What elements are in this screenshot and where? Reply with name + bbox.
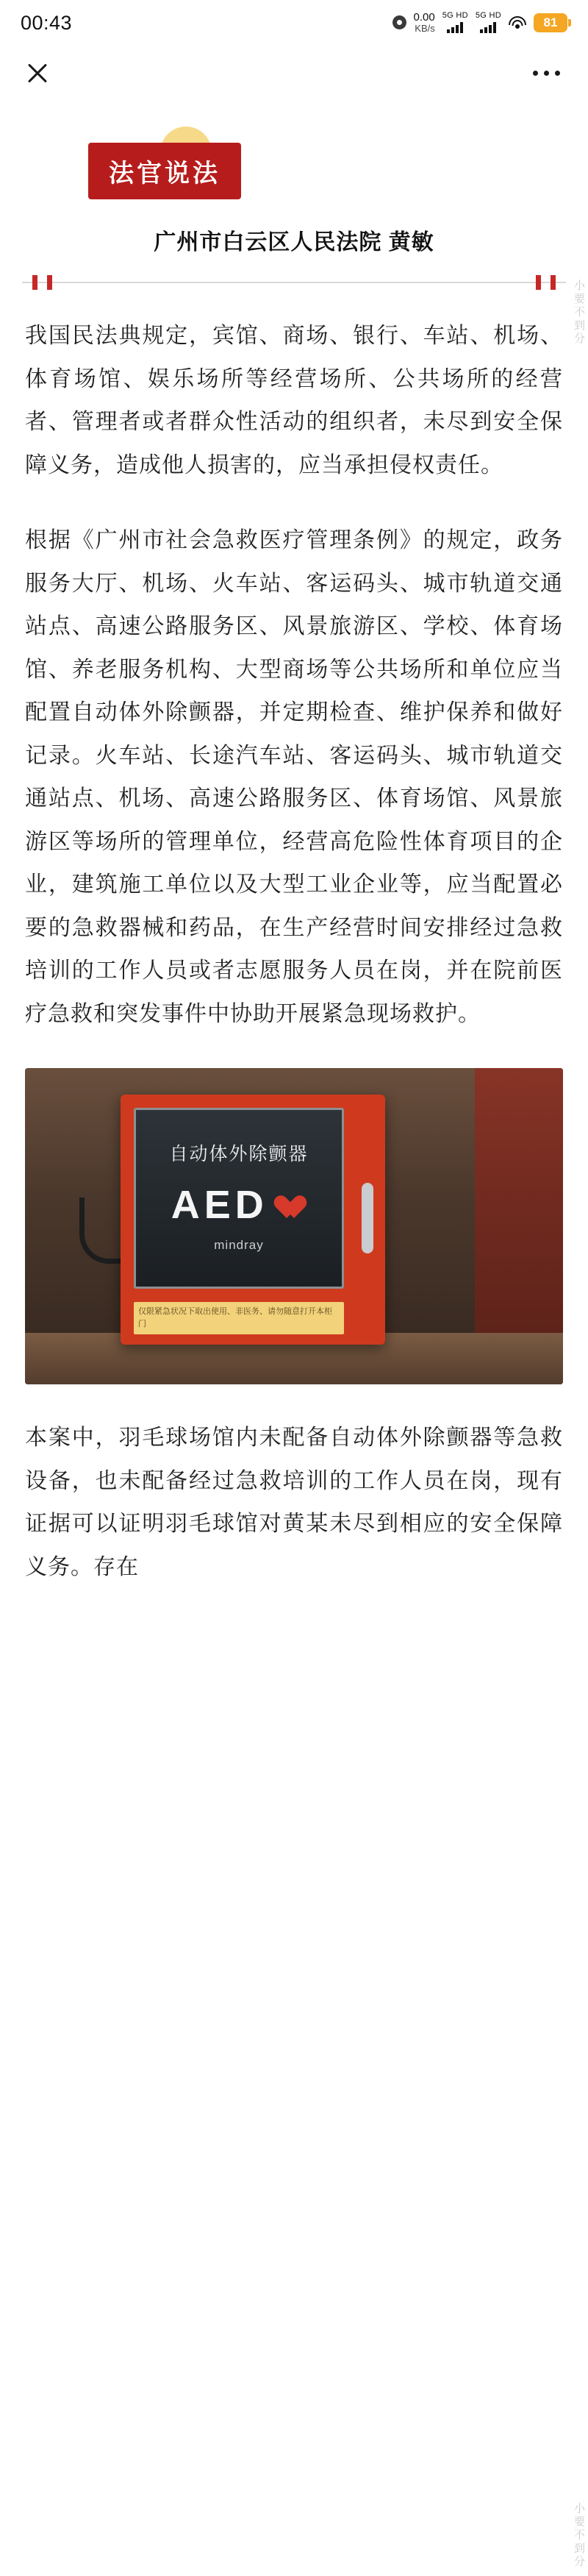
divider [22,275,566,290]
more-options-icon[interactable] [527,65,566,82]
network-speed-unit: KB/s [415,23,435,35]
close-icon[interactable] [22,57,53,88]
record-dot-icon [392,15,406,29]
cabinet-handle [362,1183,373,1253]
status-clock: 00:43 [21,11,73,34]
signal-bars-icon-2 [476,12,501,33]
article-body [0,113,588,1651]
wifi-icon [509,16,526,29]
article-header [0,113,588,224]
paragraph-1: 我国民法典规定，宾馆、商场、银行、车站、机场、体育场馆、娱乐场所等经营场所、公共场所的经营者、管理者或者群众性活动的组织者，未尽到安全保障义务，造成他人损害的，应当承担侵权责任。 [25,324,563,477]
network-label-2: 5G HD [475,11,501,21]
nav-bar [0,46,588,100]
signal-bars-glyph-2 [480,21,496,33]
signal-bars-glyph [447,21,463,33]
byline: 广州市白云区人民法院 黄敏 [154,230,434,255]
watermark-2: 小要不到分 [573,2502,585,2569]
section-badge: 法官说法 [88,143,241,199]
watermark-1: 小要不到分 [573,280,585,346]
status-icons [392,12,567,33]
paragraph-3: 本案中，羽毛球场馆内未配备自动体外除颤器等急救设备，也未配备经过急救培训的工作人员在岗，现有证据可以证明羽毛球馆对黄某未尽到相应的安全保障义务。存在 [25,1426,563,1579]
aed-vendor-text: mindray [214,1238,264,1252]
network-speed-value: 0.00 [413,11,435,24]
status-bar [0,0,588,46]
paragraph-2: 根据《广州市社会急救医疗管理条例》的规定，政务服务大厅、机场、火车站、客运码头、城市轨道交通站点、高速公路服务区、风景旅游区、学校、体育场馆、养老服务机构、大型商场等公共场所和单位应当配置自动体外除颤器，并定期检查、维护保养和做好记录。火车站、长途汽车站、客运码头、城市轨道交通站点、机场、高速公路服务区、体育场馆、风景旅游区等场所的管理单位，经营高危险性体育项目的企业，建筑施工单位以及大型工业企业等，应当配置必要的急救器械和药品，在生产经营时间安排经过急救培训的工作人员或者志愿服务人员在岗，并在院前医疗急救和突发事件中协助开展紧急现场救护。 [25,528,563,1026]
aed-notice-label: 仅限紧急状况下取出使用、非医务、请勿随意打开本柜门 [134,1302,344,1334]
network-speed [414,12,435,33]
aed-screen-title: 自动体外除颤器 [169,1144,309,1164]
heart-icon [280,1196,306,1221]
battery-icon: 81 [534,13,567,32]
signal-bars-icon [442,12,468,33]
aed-brand-text: AED [171,1183,268,1227]
aed-cabinet-photo [25,1068,563,1384]
network-label-1: 5G HD [442,11,468,21]
